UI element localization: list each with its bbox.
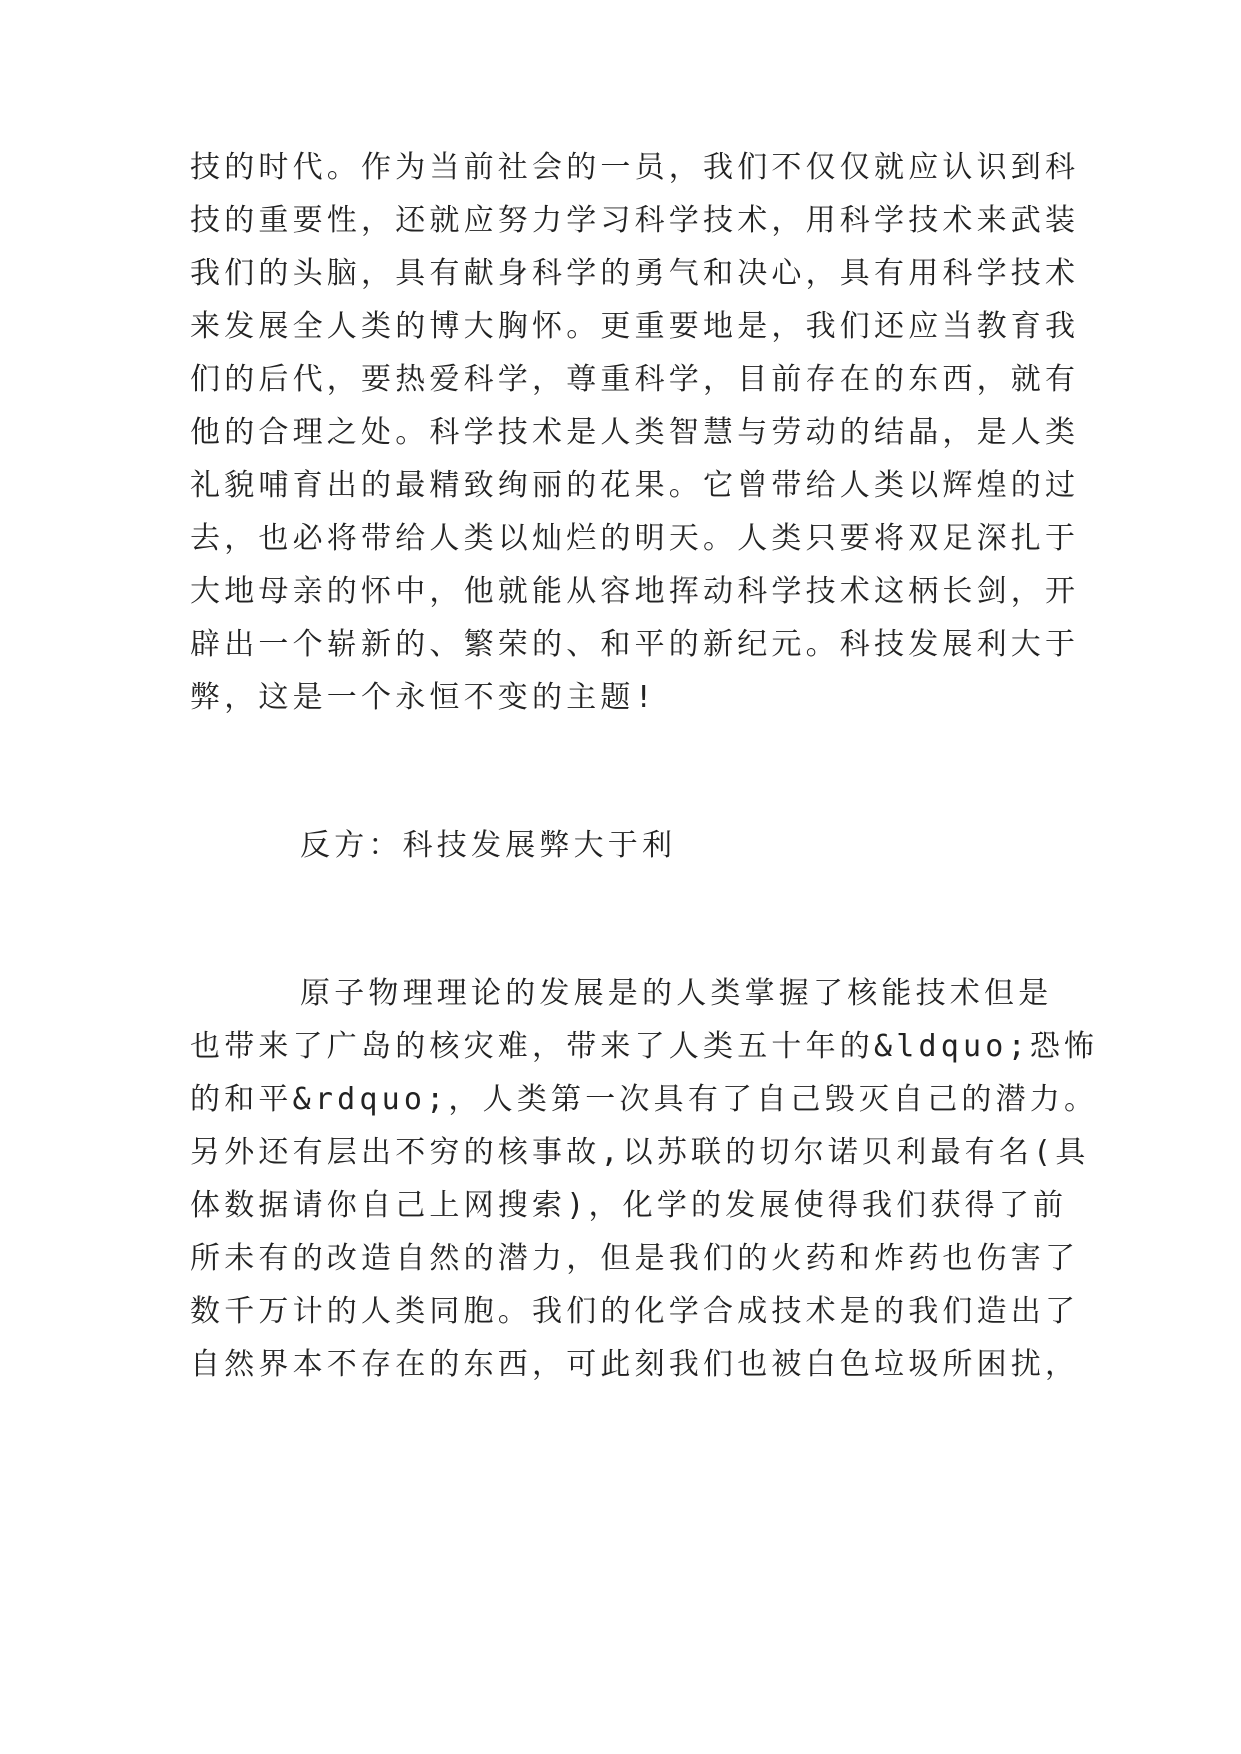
paragraph-2-line-2: 也带来了广岛的核灾难，带来了人类五十年的&ldquo;恐怖	[190, 1029, 1099, 1064]
paragraph-1-line-6: 他的合理之处。科学技术是人类智慧与劳动的结晶，是人类	[190, 415, 1080, 450]
paragraph-2-line-1: 原子物理理论的发展是的人类掌握了核能技术但是	[300, 976, 1053, 1011]
paragraph-2-line-8: 自然界本不存在的东西，可此刻我们也被白色垃圾所困扰，	[190, 1347, 1080, 1382]
paragraph-1-line-4: 来发展全人类的博大胸怀。更重要地是，我们还应当教育我	[190, 309, 1080, 344]
paragraph-1-line-5: 们的后代，要热爱科学，尊重科学，目前存在的东西，就有	[190, 362, 1080, 397]
section-heading: 反方：科技发展弊大于利	[300, 828, 677, 863]
paragraph-1-line-7: 礼貌哺育出的最精致绚丽的花果。它曾带给人类以辉煌的过	[190, 468, 1080, 503]
paragraph-1-line-1: 技的时代。作为当前社会的一员，我们不仅仅就应认识到科	[190, 150, 1080, 185]
paragraph-1-line-8: 去，也必将带给人类以灿烂的明天。人类只要将双足深扎于	[190, 521, 1080, 556]
paragraph-1-line-11: 弊，这是一个永恒不变的主题!	[190, 680, 657, 715]
paragraph-2-line-6: 所未有的改造自然的潜力，但是我们的火药和炸药也伤害了	[190, 1241, 1080, 1276]
paragraph-2-line-7: 数千万计的人类同胞。我们的化学合成技术是的我们造出了	[190, 1294, 1080, 1329]
paragraph-1-line-3: 我们的头脑，具有献身科学的勇气和决心，具有用科学技术	[190, 256, 1080, 291]
paragraph-2-line-4: 另外还有层出不穷的核事故,以苏联的切尔诺贝利最有名(具	[190, 1135, 1090, 1170]
paragraph-2-line-3: 的和平&rdquo;，人类第一次具有了自己毁灭自己的潜力。	[190, 1082, 1099, 1117]
paragraph-1-line-9: 大地母亲的怀中，他就能从容地挥动科学技术这柄长剑，开	[190, 574, 1080, 609]
paragraph-1-line-2: 技的重要性，还就应努力学习科学技术，用科学技术来武装	[190, 203, 1080, 238]
paragraph-2-line-5: 体数据请你自己上网搜索)，化学的发展使得我们获得了前	[190, 1188, 1068, 1223]
paragraph-1-line-10: 辟出一个崭新的、繁荣的、和平的新纪元。科技发展利大于	[190, 627, 1080, 662]
